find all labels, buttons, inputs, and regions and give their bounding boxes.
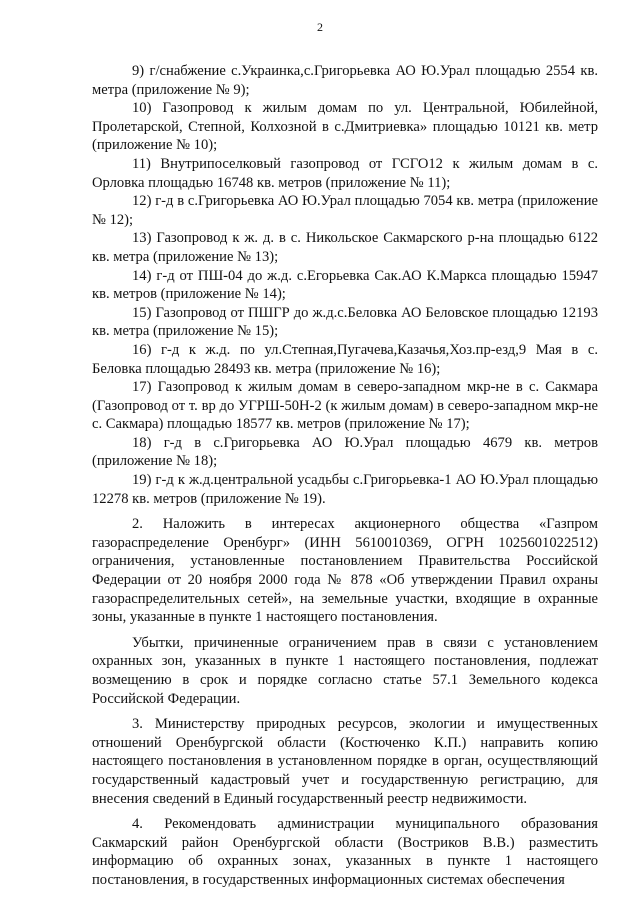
section-3-paragraph: 3. Министерству природных ресурсов, экологии и имущественных отношений Оренбургской области (Костюченко К.П.) направить копию настоящего постановления в установленном порядке в орган, осуществляющий государственный кадастровый учет и государственную регистрацию, для внесения сведений в Единый государственный реестр недвижимости. [92, 716, 598, 807]
list-item-18: 18) г-д в с.Григорьевка АО Ю.Урал площадью 4679 кв. метров (приложение № 18); [92, 434, 598, 470]
section-2-paragraph: 2. Наложить в интересах акционерного общества «Газпром газораспределение Оренбург» (ИНН 5610010369, ОГРН 1025601022512) ограничения, установленные постановлением Правительства Российской Федерации от 20 ноября 2000 года № 878 «Об утверждении Правил охраны газораспределительных сетей», на земельные участки, входящие в охранные зоны, указанные в пункте 1 настоящего постановления. [92, 516, 598, 626]
list-item-12: 12) г-д в с.Григорьевка АО Ю.Урал площадью 7054 кв. метра (приложение № 12); [92, 193, 598, 228]
damages-paragraph: Убытки, причиненные ограничением прав в связи с установлением охранных зон, указанных в пункте 1 настоящего постановления, подлежат возмещению в срок и порядке согласно статье 57.1 Земельного кодекса Российской Федерации. [92, 634, 598, 707]
list-item-15: 15) Газопровод от ПШГР до ж.д.с.Беловка АО Беловское площадью 12193 кв. метра (приложение № 15); [92, 304, 598, 340]
list-item-11: 11) Внутрипоселковый газопровод от ГСГО12 к жилым домам в с. Орловка площадью 16748 кв. метров (приложение № 11); [92, 155, 598, 191]
list-item-9: 9) г/снабжение с.Украинка,с.Григорьевка АО Ю.Урал площадью 2554 кв. метра (приложение № 9); [92, 63, 598, 98]
document-body [92, 62, 598, 890]
list-item-13: 13) Газопровод к ж. д. в с. Никольское Сакмарского р-на площадью 6122 кв. метра (приложение № 13); [92, 230, 598, 265]
list-item-17: 17) Газопровод к жилым домам в северо-западном мкр-не в с. Сакмара (Газопровод от т. вр до УГРШ-50Н-2 (к жилым домам) в северо-западном мкр-не с. Сакмара) площадью 18577 кв. метров (приложение № 17); [92, 379, 598, 433]
list-item-14: 14) г-д от ПШ-04 до ж.д. с.Егорьевка Сак.АО К.Маркса площадью 15947 кв. метров (приложение № 14); [92, 267, 598, 303]
section-4-paragraph: 4. Рекомендовать администрации муниципального образования Сакмарский район Оренбургской области (Востриков В.В.) разместить информацию об охранных зонах, указанных в пункте 1 настоящего постановления, в государственных информационных системах обеспечения [92, 816, 598, 888]
list-item-10: 10) Газопровод к жилым домам по ул. Центральной, Юбилейной, Пролетарской, Степной, Колхозной в с.Дмитриевка» площадью 10121 кв. метр (приложение № 10); [92, 100, 598, 154]
page-number: 2 [317, 20, 323, 34]
list-item-16: 16) г-д к ж.д. по ул.Степная,Пугачева,Казачья,Хоз.пр-езд,9 Мая в с. Беловка площадью 28493 кв. метра (приложение № 16); [92, 341, 598, 377]
list-item-19: 19) г-д к ж.д.центральной усадьбы с.Григорьевка-1 АО Ю.Урал площадью 12278 кв. метров (приложение № 19). [92, 472, 598, 507]
